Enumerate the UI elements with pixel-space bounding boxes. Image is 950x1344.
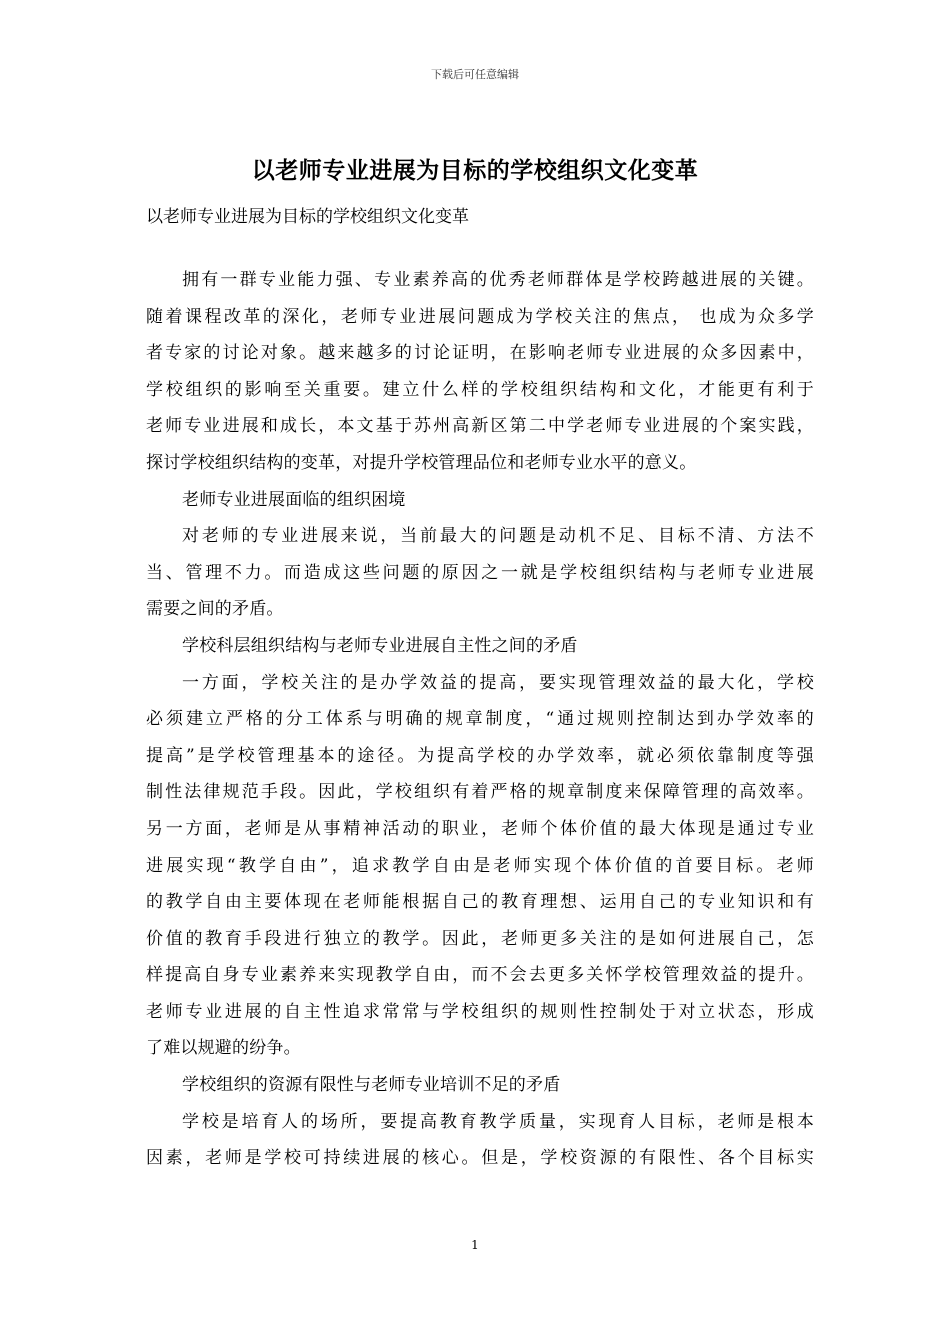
text-line: 的教学自由主要体现在老师能根据自己的教育理想、运用自己的专业知识和有 [146, 892, 814, 913]
paragraph [146, 262, 814, 482]
text-line: 因素，老师是学校可持续进展的核心。但是，学校资源的有限性、各个目标实 [146, 1148, 814, 1169]
section-heading [146, 1067, 814, 1104]
page-number: 1 [471, 1238, 479, 1252]
paragraph [146, 1104, 814, 1177]
text-line: 老师专业进展和成长，本文基于苏州高新区第二中学老师专业进展的个案实践， [146, 416, 814, 437]
text-line: 样提高自身专业素养来实现教学自由，而不会去更多关怀学校管理效益的提升。 [146, 965, 814, 986]
document-subtitle: 以老师专业进展为目标的学校组织文化变革 [146, 207, 469, 227]
text-line: 必须建立严格的分工体系与明确的规章制度，“通过规则控制达到办学效率的 [146, 709, 814, 730]
paragraph [146, 518, 814, 628]
text-line: 需要之间的矛盾。 [146, 599, 284, 620]
text-line: 老师专业进展的自主性追求常常与学校组织的规则性控制处于对立状态，形成 [146, 1001, 814, 1022]
text-line: 一方面，学校关注的是办学效益的提高，要实现管理效益的最大化，学校 [182, 672, 814, 693]
text-line: 当、管理不力。而造成这些问题的原因之一就是学校组织结构与老师专业进展 [146, 562, 814, 583]
text-line: 者专家的讨论对象。越来越多的讨论证明，在影响老师专业进展的众多因素中， [146, 343, 814, 364]
text-line: 学校组织的影响至关重要。建立什么样的学校组织结构和文化，才能更有利于 [146, 379, 814, 400]
section-heading [146, 628, 814, 665]
text-line: 制性法律规范手段。因此，学校组织有着严格的规章制度来保障管理的高效率。 [146, 782, 814, 803]
document-title: 以老师专业进展为目标的学校组织文化变革 [251, 158, 699, 184]
text-line: 进展实现“教学自由”，追求教学自由是老师实现个体价值的首要目标。老师 [146, 855, 814, 876]
text-line: 提高”是学校管理基本的途径。为提高学校的办学效率，就必须依靠制度等强 [146, 745, 814, 766]
text-line: 学校组织的资源有限性与老师专业培训不足的矛盾 [182, 1075, 561, 1096]
document-body [146, 262, 814, 1177]
text-line: 随着课程改革的深化，老师专业进展问题成为学校关注的焦点， 也成为众多学 [146, 306, 814, 327]
section-heading [146, 482, 814, 519]
text-line: 老师专业进展面临的组织困境 [182, 489, 406, 510]
text-line: 价值的教育手段进行独立的教学。因此，老师更多关注的是如何进展自己，怎 [146, 928, 814, 949]
text-line: 探讨学校组织结构的变革，对提升学校管理品位和老师专业水平的意义。 [146, 452, 697, 473]
paragraph [146, 665, 814, 1068]
text-line: 学校科层组织结构与老师专业进展自主性之间的矛盾 [182, 635, 578, 656]
text-line: 另一方面，老师是从事精神活动的职业，老师个体价值的最大体现是通过专业 [146, 818, 814, 839]
text-line: 拥有一群专业能力强、专业素养高的优秀老师群体是学校跨越进展的关键。 [182, 270, 814, 290]
text-line: 了难以规避的纷争。 [146, 1038, 301, 1059]
header-note: 下载后可任意编辑 [431, 68, 519, 81]
text-line: 学校是培育人的场所，要提高教育教学质量，实现育人目标，老师是根本 [182, 1111, 814, 1132]
text-line: 对老师的专业进展来说，当前最大的问题是动机不足、目标不清、方法不 [182, 526, 814, 547]
